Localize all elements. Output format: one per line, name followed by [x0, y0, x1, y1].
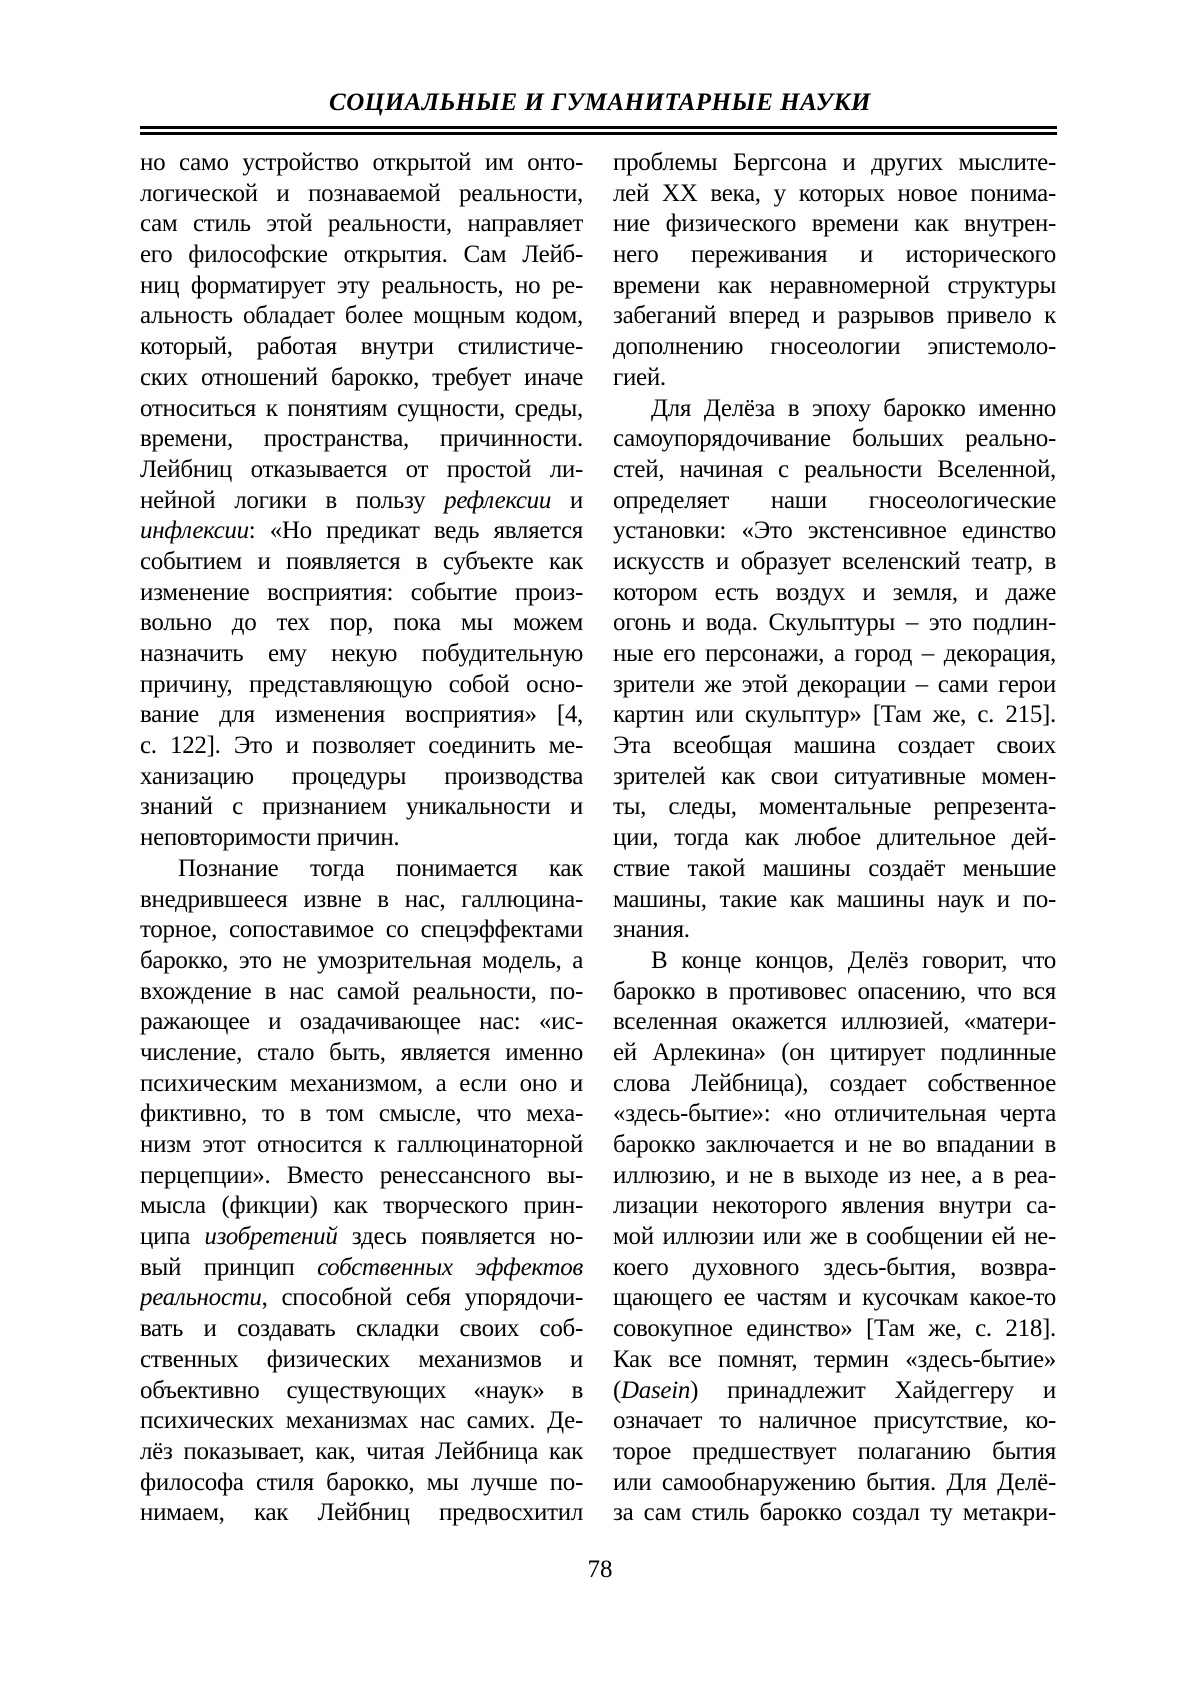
text-line: вый принцип собственных эффектов [140, 1253, 583, 1281]
text-line: ских отношений барокко, требует иначе [140, 363, 583, 391]
text-line: лей XX века, у которых новое понима- [613, 179, 1056, 207]
page-header [0, 0, 1200, 135]
text-line: перцепции». Вместо ренессансного вы- [140, 1161, 583, 1189]
text-line: ципа изобретений здесь появляется но- [140, 1223, 583, 1251]
column-left [140, 148, 583, 1529]
text-line: назначить ему некую побудительную [140, 640, 583, 667]
text-line: ные его персонажи, а город – декорация, [613, 640, 1056, 667]
text-line: с. 122]. Это и позволяет соединить ме- [140, 732, 583, 760]
text-line: ты, следы, моментальные репрезента- [613, 793, 1056, 821]
text-line: коего духовного здесь-бытия, возвра- [613, 1253, 1056, 1281]
text-line: который, работая внутри стилистиче- [140, 333, 583, 361]
text-line: неповторимости причин. [140, 824, 400, 852]
text-line: за сам стиль барокко создал ту метакри- [613, 1499, 1056, 1527]
text-line: картин или скульптур» [Там же, с. 215]. [613, 701, 1056, 729]
text-line: котором есть воздух и земля, и даже [613, 578, 1056, 606]
text-line: совокупное единство» [Там же, с. 218]. [613, 1315, 1056, 1343]
text-line: ции, тогда как любое длительное дей- [613, 824, 1056, 852]
text-line: его философские открытия. Сам Лейб- [140, 241, 583, 269]
text-line: вольно до тех пор, пока мы можем [140, 609, 583, 637]
text-line: слова Лейбница), создает собственное [613, 1069, 1056, 1097]
text-line: проблемы Бергсона и других мыслите- [613, 149, 1056, 176]
text-line: Как все помнят, термин «здесь-бытие» [613, 1345, 1056, 1373]
text-line: логической и познаваемой реальности, [140, 179, 583, 207]
paragraph [613, 946, 1056, 1529]
text-line: Познание тогда понимается как [178, 854, 583, 882]
text-line: торое предшествует полаганию бытия [613, 1437, 1056, 1465]
text-line: объективно существующих «наук» в [140, 1376, 583, 1404]
text-line: установки: «Это экстенсивное единство [613, 517, 1056, 545]
text-line: фиктивно, то в том смысле, что меха- [140, 1100, 583, 1128]
text-line: мой иллюзии или же в сообщении ей не- [613, 1223, 1056, 1251]
text-line: иллюзию, и не в выходе из нее, а в реа- [613, 1161, 1056, 1189]
text-line: мысла (фикции) как творческого прин- [140, 1192, 583, 1220]
column-right [613, 148, 1056, 1529]
text-line: вать и создавать складки своих соб- [140, 1315, 583, 1343]
text-line: времени как неравномерной структуры [613, 271, 1056, 299]
text-line: сам стиль этой реальности, направляет [140, 210, 583, 238]
text-line: него переживания и исторического [613, 241, 1056, 269]
text-line: знаний с признанием уникальности и [140, 793, 583, 821]
text-line: нейной логики в пользу рефлексии и [140, 486, 583, 514]
text-line: внедрившееся извне в нас, галлюцина- [140, 885, 583, 913]
header-divider [140, 126, 1057, 135]
text-line: В конце концов, Делёз говорит, что [651, 946, 1056, 974]
text-line: огонь и вода. Скульптуры – это подлин- [613, 609, 1056, 637]
text-line: ражающее и озадачивающее нас: «ис- [140, 1008, 583, 1036]
text-line: изменение восприятия: событие произ- [140, 578, 583, 606]
text-columns [0, 135, 1200, 1529]
text-line: ниц форматирует эту реальность, но ре- [140, 271, 583, 299]
text-line: философа стиля барокко, мы лучше по- [140, 1468, 583, 1496]
text-line: знания. [613, 916, 690, 944]
text-line: щающего ее частям и кусочкам какое-то [613, 1284, 1056, 1312]
text-line: числение, стало быть, является именно [140, 1038, 583, 1066]
text-line: гией. [613, 363, 666, 391]
text-line: вселенная окажется иллюзией, «матери- [613, 1008, 1056, 1036]
text-line: самоупорядочивание больших реально- [613, 425, 1056, 453]
text-line: машины, такие как машины наук и по- [613, 885, 1056, 913]
text-line: ние физического времени как внутрен- [613, 210, 1056, 238]
text-line: событием и появляется в субъекте как [140, 547, 583, 575]
text-line: относиться к понятиям сущности, среды, [140, 394, 583, 422]
paragraph [140, 854, 583, 1529]
text-line: забеганий вперед и разрывов привело к [613, 302, 1056, 330]
text-line: барокко в противовес опасению, что вся [613, 977, 1056, 1005]
text-line: барокко заключается и не во впадании в [613, 1131, 1056, 1158]
text-line: нимаем, как Лейбниц предвосхитил [140, 1499, 583, 1527]
text-line: ханизацию процедуры производства [140, 762, 583, 790]
text-line: лизации некоторого явления внутри са- [613, 1192, 1056, 1220]
text-line: барокко, это не умозрительная модель, а [140, 946, 583, 974]
text-line: дополнению гносеологии эпистемоло- [613, 333, 1056, 361]
text-line: вание для изменения восприятия» [4, [140, 701, 583, 729]
paragraph [613, 394, 1056, 946]
text-line: вхождение в нас самой реальности, по- [140, 977, 583, 1005]
text-line: означает то наличное присутствие, ко- [613, 1407, 1056, 1435]
text-line: реальности, способной себя упорядочи- [140, 1284, 583, 1312]
text-line: лёз показывает, как, читая Лейбница как [140, 1437, 583, 1465]
text-line: ей Арлекина» (он цитирует подлинные [613, 1038, 1056, 1066]
text-line: причину, представляющую собой осно- [140, 670, 583, 698]
text-line: зрителей как свои ситуативные момен- [613, 762, 1056, 790]
text-line: зрители же этой декорации – сами герои [613, 670, 1056, 698]
paragraph [613, 148, 1056, 394]
text-line: альность обладает более мощным кодом, [140, 302, 583, 330]
text-line: психическим механизмом, а если оно и [140, 1069, 583, 1097]
text-line: инфлексии: «Но предикат ведь является [140, 517, 583, 545]
text-line: ственных физических механизмов и [140, 1345, 583, 1373]
text-line: искусств и образует вселенский театр, в [613, 547, 1056, 575]
text-line: времени, пространства, причинности. [140, 425, 583, 453]
paragraph [140, 148, 583, 854]
page-number: 78 [587, 1556, 613, 1583]
text-line: Эта всеобщая машина создает своих [613, 732, 1056, 760]
text-line: но само устройство открытой им онто- [140, 149, 583, 176]
text-line: или самообнаружению бытия. Для Делё- [613, 1468, 1056, 1496]
text-line: «здесь-бытие»: «но отличительная черта [613, 1100, 1056, 1128]
text-line: (Dasein) принадлежит Хайдеггеру и [613, 1376, 1056, 1404]
text-line: Для Делёза в эпоху барокко именно [651, 394, 1056, 422]
text-line: ствие такой машины создаёт меньшие [613, 854, 1056, 882]
text-line: торное, сопоставимое со спецэффектами [140, 916, 583, 944]
text-line: психических механизмах нас самих. Де- [140, 1407, 583, 1435]
text-line: стей, начиная с реальности Вселенной, [613, 455, 1056, 483]
text-line: Лейбниц отказывается от простой ли- [140, 455, 583, 483]
text-line: низм этот относится к галлюцинаторной [140, 1131, 583, 1158]
text-line: определяет наши гносеологические [613, 486, 1056, 514]
section-title: СОЦИАЛЬНЫЕ И ГУМАНИТАРНЫЕ НАУКИ [329, 89, 871, 116]
